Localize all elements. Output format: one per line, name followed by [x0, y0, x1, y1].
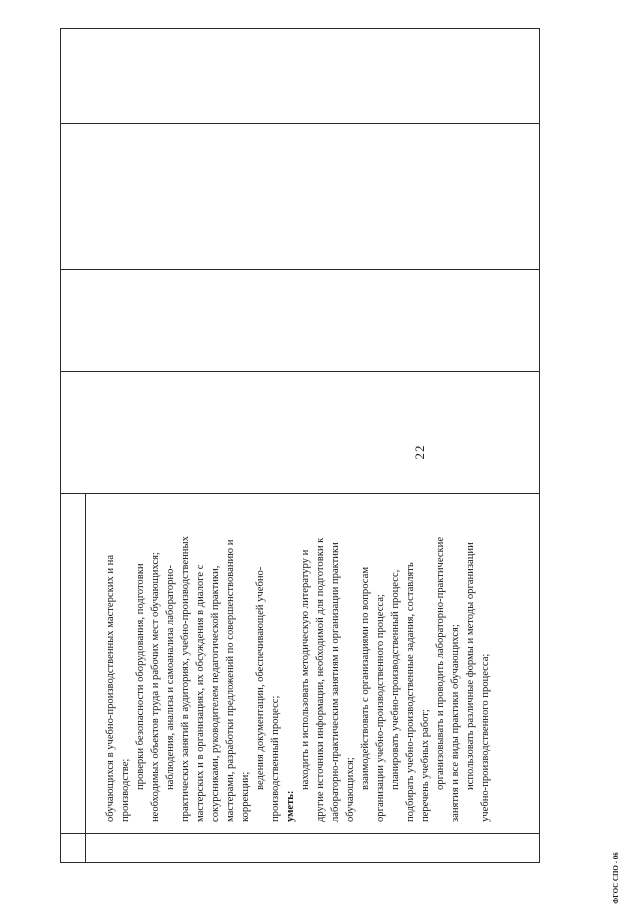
column-divider [61, 269, 539, 270]
competency-paragraph: использовать различные формы и методы организации учебно-производственного процесса; [465, 542, 491, 822]
competency-cell-text [103, 534, 493, 822]
column-divider [61, 833, 539, 834]
competency-paragraph: обучающихся в учебно-производственных мастерских и на производстве; [105, 554, 131, 822]
page-number: 22 [412, 444, 427, 460]
competency-paragraph: наблюдения, анализа и самоанализа лабораторно-практических занятий в аудиториях, учебно-производственных мастерских и в организациях, их обсуждения в диалоге с сокурсниками, руководителем педагогической практики, мастерами, разработки предложений по совершенствованию и коррекции; [165, 536, 251, 822]
competency-paragraph: ведения документации, обеспечивающей учебно-производственный процесс; [255, 566, 281, 822]
column-divider [61, 493, 539, 494]
competency-paragraph: находить и использовать методическую литературу и другие источники информации, необходимой для подготовки к лабораторно-практическим занятиям и организации практики обучающихся; [300, 537, 356, 822]
row-divider [85, 494, 86, 862]
competency-paragraph: взаимодействовать с организациями по вопросам организации учебно-производственного процесса; [360, 566, 386, 822]
column-divider [61, 123, 539, 124]
competency-paragraph: организовывать и проводить лабораторно-практические занятия и все виды практики обучающихся; [435, 536, 461, 822]
competency-paragraph: планировать учебно-производственный процесс, подбирать учебно-производственные задания, составлять перечень учебных работ; [390, 562, 431, 822]
curriculum-table [60, 28, 540, 863]
footer-document-code: ФГОС СПО - 06 [612, 852, 620, 904]
section-heading: уметь: [285, 790, 296, 822]
column-divider [61, 371, 539, 372]
competency-paragraph: проверки безопасности оборудования, подготовки необходимых объектов труда и рабочих мест обучающихся; [135, 552, 161, 822]
table-rotated-frame [60, 28, 540, 863]
